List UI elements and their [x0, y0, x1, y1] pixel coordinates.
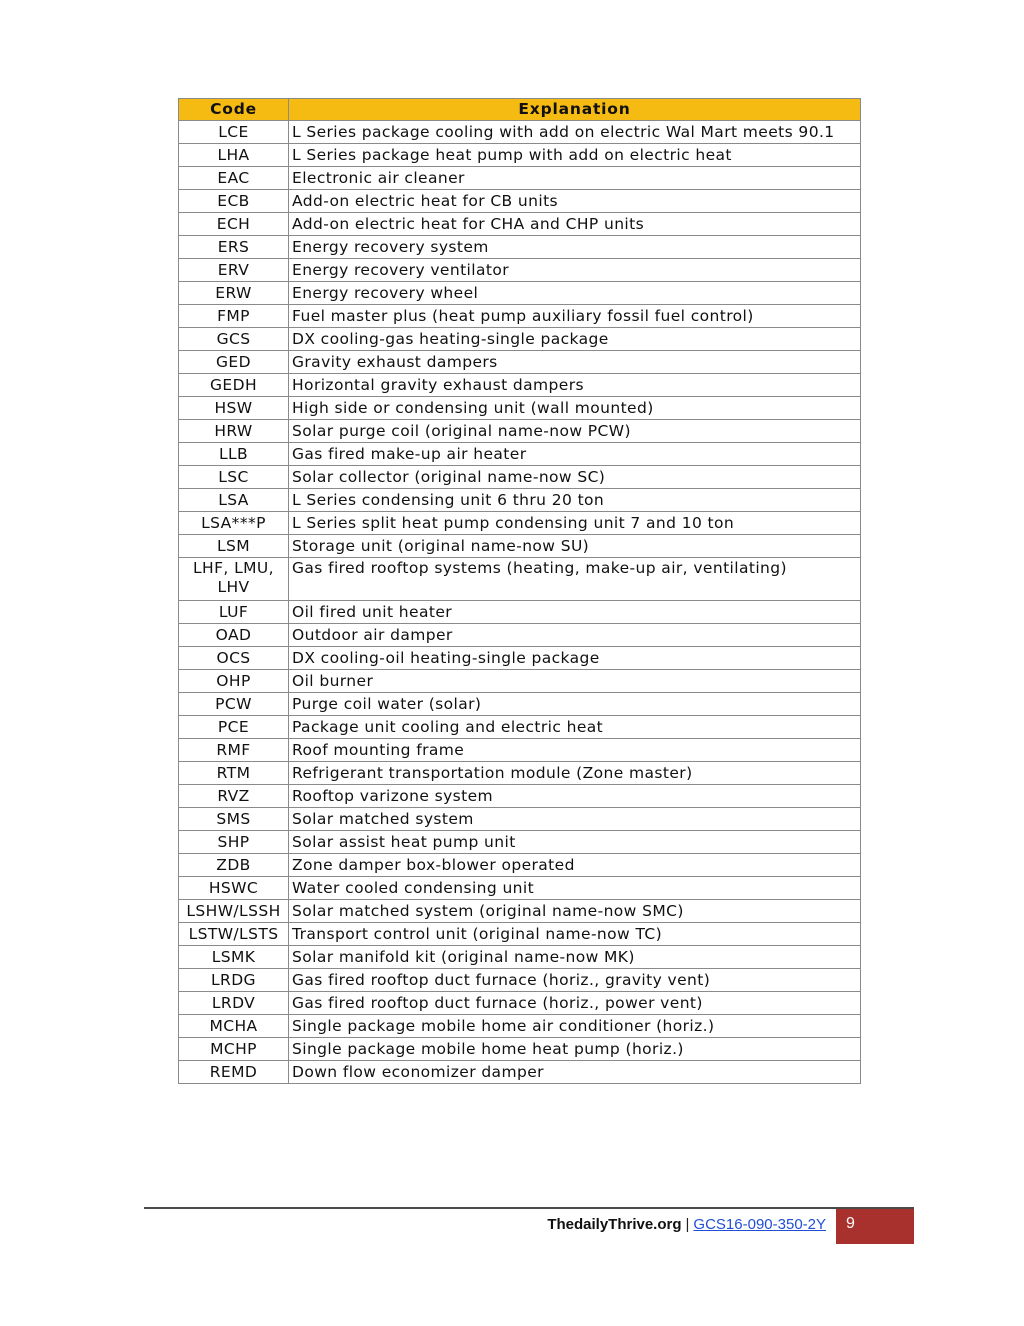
code-cell: RVZ — [179, 785, 289, 808]
table-row — [179, 992, 861, 1015]
explanation-cell: Solar matched system — [289, 808, 861, 831]
explanation-cell: Package unit cooling and electric heat — [289, 716, 861, 739]
code-cell: LHF, LMU, LHV — [179, 558, 289, 601]
code-cell: ERW — [179, 282, 289, 305]
code-cell: HRW — [179, 420, 289, 443]
table-row — [179, 328, 861, 351]
code-cell: HSWC — [179, 877, 289, 900]
table-row — [179, 647, 861, 670]
explanation-cell: L Series condensing unit 6 thru 20 ton — [289, 489, 861, 512]
code-cell: ECB — [179, 190, 289, 213]
table-row — [179, 624, 861, 647]
explanation-cell: Oil fired unit heater — [289, 601, 861, 624]
code-cell: PCE — [179, 716, 289, 739]
table-row — [179, 762, 861, 785]
table-row — [179, 854, 861, 877]
explanation-cell: Add-on electric heat for CB units — [289, 190, 861, 213]
table-row — [179, 923, 861, 946]
explanation-cell: Solar assist heat pump unit — [289, 831, 861, 854]
table-row — [179, 305, 861, 328]
code-cell: SHP — [179, 831, 289, 854]
table-row — [179, 236, 861, 259]
code-cell: MCHA — [179, 1015, 289, 1038]
explanation-cell: Gravity exhaust dampers — [289, 351, 861, 374]
code-cell: GCS — [179, 328, 289, 351]
code-cell: EAC — [179, 167, 289, 190]
table-row — [179, 535, 861, 558]
code-cell: LSC — [179, 466, 289, 489]
code-cell: FMP — [179, 305, 289, 328]
table-row — [179, 1015, 861, 1038]
footer-site: ThedailyThrive.org — [547, 1216, 682, 1233]
code-cell: REMD — [179, 1061, 289, 1084]
table-row — [179, 558, 861, 601]
code-cell: LLB — [179, 443, 289, 466]
explanation-cell: Storage unit (original name-now SU) — [289, 535, 861, 558]
explanation-cell: High side or condensing unit (wall mounted) — [289, 397, 861, 420]
table-row — [179, 1061, 861, 1084]
table-row — [179, 946, 861, 969]
table-row — [179, 670, 861, 693]
explanation-cell: Gas fired make-up air heater — [289, 443, 861, 466]
footer-text — [547, 1216, 826, 1233]
code-cell: ZDB — [179, 854, 289, 877]
code-cell: OCS — [179, 647, 289, 670]
table-row — [179, 282, 861, 305]
code-cell: GED — [179, 351, 289, 374]
code-cell: PCW — [179, 693, 289, 716]
explanation-cell: Oil burner — [289, 670, 861, 693]
table-row — [179, 397, 861, 420]
table-row — [179, 351, 861, 374]
header-explanation: Explanation — [289, 99, 861, 121]
explanation-cell: Add-on electric heat for CHA and CHP units — [289, 213, 861, 236]
explanation-cell: L Series package cooling with add on electric Wal Mart meets 90.1 — [289, 121, 861, 144]
footer-reference-link[interactable]: GCS16-090-350-2Y — [693, 1216, 826, 1233]
code-cell: ERV — [179, 259, 289, 282]
explanation-cell: Solar matched system (original name-now SMC) — [289, 900, 861, 923]
table-row — [179, 969, 861, 992]
explanation-cell: Gas fired rooftop duct furnace (horiz., power vent) — [289, 992, 861, 1015]
table-row — [179, 601, 861, 624]
table-row — [179, 374, 861, 397]
table-row — [179, 831, 861, 854]
table-row — [179, 877, 861, 900]
code-cell: LHA — [179, 144, 289, 167]
table-row — [179, 144, 861, 167]
table-row — [179, 466, 861, 489]
table-row — [179, 213, 861, 236]
explanation-cell: Transport control unit (original name-now TC) — [289, 923, 861, 946]
table-row — [179, 739, 861, 762]
code-cell: RTM — [179, 762, 289, 785]
explanation-cell: Energy recovery ventilator — [289, 259, 861, 282]
code-cell: LCE — [179, 121, 289, 144]
explanation-cell: Gas fired rooftop duct furnace (horiz., gravity vent) — [289, 969, 861, 992]
explanation-cell: L Series package heat pump with add on electric heat — [289, 144, 861, 167]
footer-separator: | — [685, 1216, 690, 1233]
code-cell: ECH — [179, 213, 289, 236]
table-body — [179, 121, 861, 1084]
code-cell: LSMK — [179, 946, 289, 969]
table-row — [179, 716, 861, 739]
explanation-cell: Down flow economizer damper — [289, 1061, 861, 1084]
explanation-cell: Refrigerant transportation module (Zone master) — [289, 762, 861, 785]
explanation-cell: Horizontal gravity exhaust dampers — [289, 374, 861, 397]
explanation-cell: Outdoor air damper — [289, 624, 861, 647]
explanation-cell: Zone damper box-blower operated — [289, 854, 861, 877]
code-cell: LSM — [179, 535, 289, 558]
code-cell: LRDV — [179, 992, 289, 1015]
code-cell: HSW — [179, 397, 289, 420]
explanation-cell: Water cooled condensing unit — [289, 877, 861, 900]
table-row — [179, 443, 861, 466]
table-row — [179, 420, 861, 443]
code-cell: LSA — [179, 489, 289, 512]
code-cell: OHP — [179, 670, 289, 693]
table-row — [179, 190, 861, 213]
table-row — [179, 1038, 861, 1061]
explanation-cell: Fuel master plus (heat pump auxiliary fossil fuel control) — [289, 305, 861, 328]
code-cell: OAD — [179, 624, 289, 647]
explanation-cell: Rooftop varizone system — [289, 785, 861, 808]
explanation-cell: Electronic air cleaner — [289, 167, 861, 190]
explanation-cell: Roof mounting frame — [289, 739, 861, 762]
explanation-cell: DX cooling-oil heating-single package — [289, 647, 861, 670]
explanation-cell: Solar collector (original name-now SC) — [289, 466, 861, 489]
table-row — [179, 512, 861, 535]
code-cell: LSHW/LSSH — [179, 900, 289, 923]
codes-table — [178, 98, 861, 1084]
explanation-cell: Solar manifold kit (original name-now MK) — [289, 946, 861, 969]
code-cell: LSTW/LSTS — [179, 923, 289, 946]
code-cell: MCHP — [179, 1038, 289, 1061]
page-number-badge: 9 — [836, 1209, 914, 1244]
explanation-cell: Energy recovery system — [289, 236, 861, 259]
code-cell: RMF — [179, 739, 289, 762]
explanation-cell: Solar purge coil (original name-now PCW) — [289, 420, 861, 443]
table-row — [179, 785, 861, 808]
footer — [500, 1209, 914, 1244]
explanation-cell: Gas fired rooftop systems (heating, make-up air, ventilating) — [289, 558, 861, 601]
code-cell: LUF — [179, 601, 289, 624]
code-cell: LSA***P — [179, 512, 289, 535]
explanation-cell: DX cooling-gas heating-single package — [289, 328, 861, 351]
explanation-cell: L Series split heat pump condensing unit 7 and 10 ton — [289, 512, 861, 535]
code-cell: LRDG — [179, 969, 289, 992]
table-row — [179, 167, 861, 190]
table-row — [179, 900, 861, 923]
table-row — [179, 121, 861, 144]
explanation-cell: Single package mobile home air conditioner (horiz.) — [289, 1015, 861, 1038]
table-header-row — [179, 99, 861, 121]
table-row — [179, 808, 861, 831]
explanation-cell: Energy recovery wheel — [289, 282, 861, 305]
header-code: Code — [179, 99, 289, 121]
table-row — [179, 259, 861, 282]
code-cell: GEDH — [179, 374, 289, 397]
table-row — [179, 693, 861, 716]
code-cell: ERS — [179, 236, 289, 259]
explanation-cell: Purge coil water (solar) — [289, 693, 861, 716]
table-row — [179, 489, 861, 512]
code-cell: SMS — [179, 808, 289, 831]
explanation-cell: Single package mobile home heat pump (horiz.) — [289, 1038, 861, 1061]
